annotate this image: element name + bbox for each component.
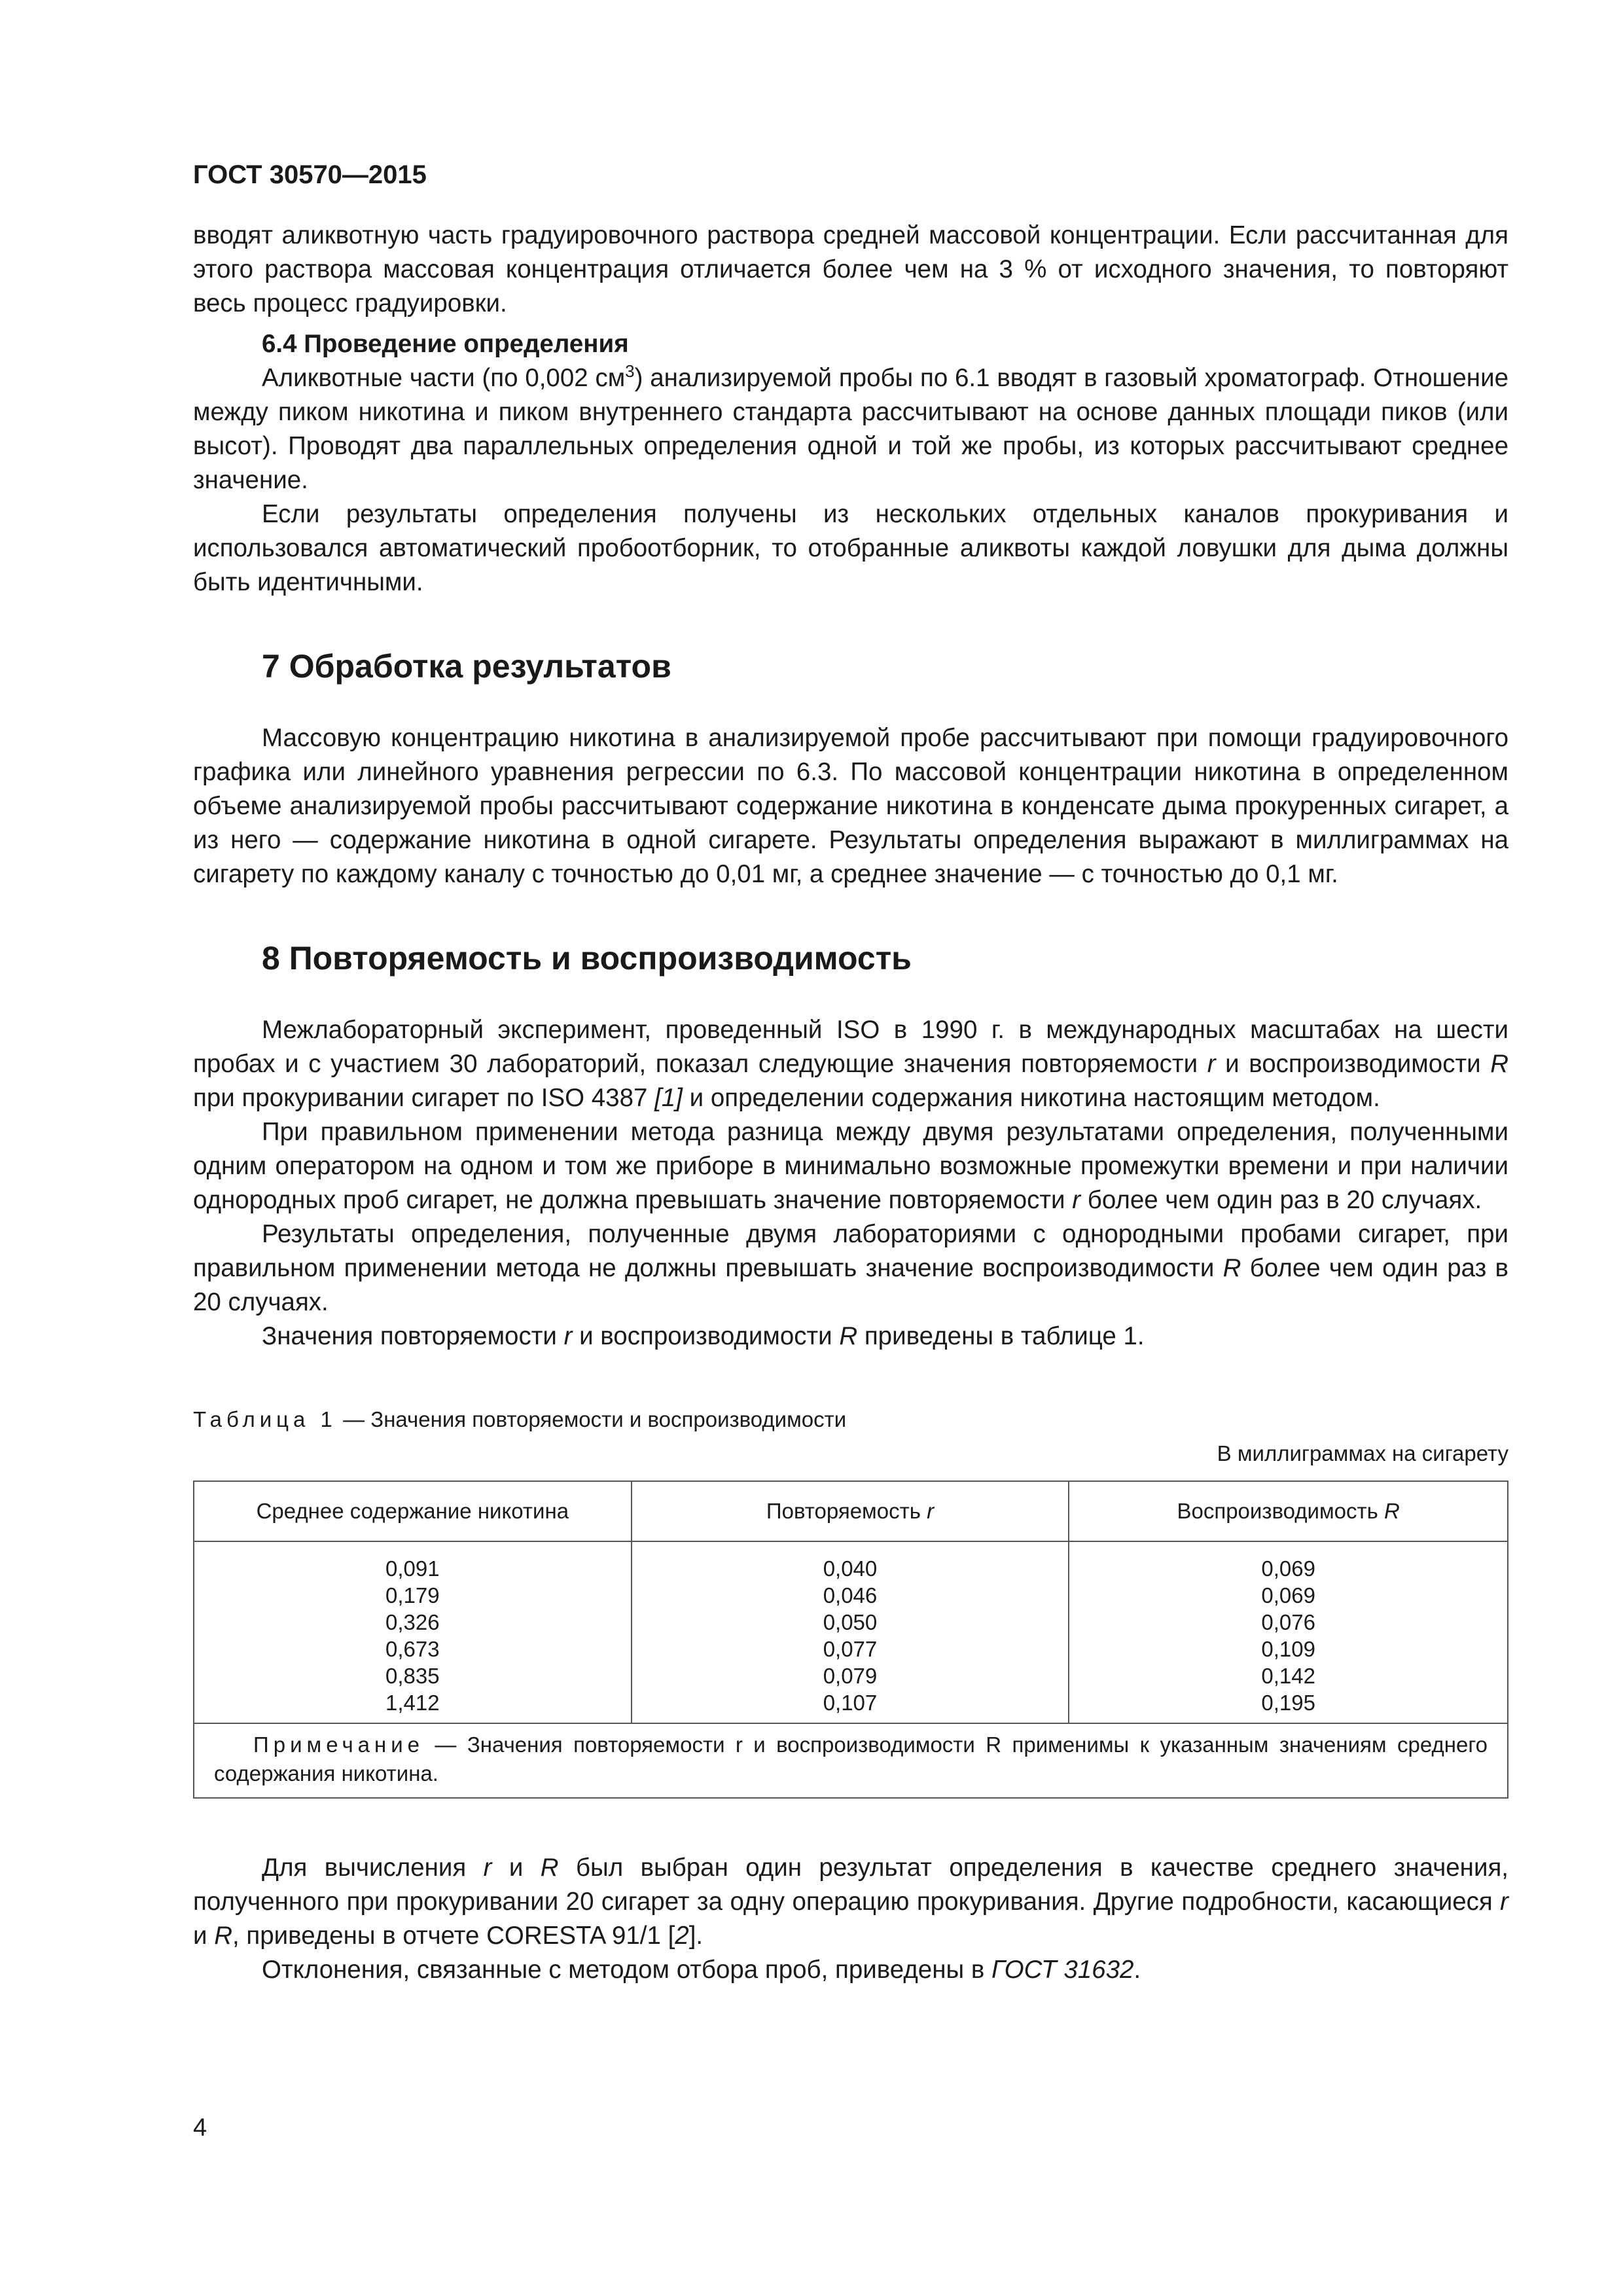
document-header: ГОСТ 30570—2015: [193, 160, 427, 189]
table-cell: 0,079: [823, 1664, 878, 1688]
section-8-paragraph-1: Межлабораторный эксперимент, проведенный ISO в 1990 г. в международных масштабах на шести пробах и с участием 30 лабораторий, показал следующие значения повторяемости r и воспроизводимости R при прокуривании сигарет по ISO 4387 [1] и определении содержания никотина настоящим методом.: [193, 1016, 1508, 1112]
table-cell: 0,069: [1261, 1583, 1315, 1607]
after-table-paragraph-1: Для вычисления r и R был выбран один результат определения в качестве среднего значения, полученного при прокуривании 20 сигарет за одну операцию прокуривания. Другие подробности, касающиеся r и R, приведены в отчете CORESTA 91/1 [2].: [193, 1854, 1508, 1950]
table-caption: Таблица 1 — Значения повторяемости и воспроизводимости: [193, 1407, 847, 1431]
column-header-repeatability: Повторяемость r: [632, 1481, 1069, 1541]
table-cell: 0,046: [823, 1583, 878, 1607]
table-cell: 0,195: [1261, 1691, 1315, 1715]
section-7-paragraph-1: Массовую концентрацию никотина в анализируемой пробе рассчитывают при помощи градуировочного графика или линейного уравнения регрессии по 6.3. По массовой концентрации никотина в определенном объеме анализируемой пробы рассчитывают содержание никотина в конденсате дыма прокуренных сигарет, а из него — содержание никотина в одной сигарете. Результаты определения выражают в миллиграммах на сигарету по каждому каналу с точностью до 0,01 мг, а среднее значение — с точностью до 0,1 мг.: [193, 724, 1508, 888]
table-cell: 0,076: [1261, 1610, 1315, 1634]
table-cell: 0,179: [385, 1583, 440, 1607]
table-note: Примечание — Значения повторяемости r и воспроизводимости R применимы к указанным значениям среднего содержания никотина.: [194, 1723, 1508, 1798]
table-cell: 0,109: [1261, 1637, 1315, 1661]
table-cell: 0,091: [385, 1556, 440, 1581]
table-units: В миллиграммах на сигарету: [1217, 1441, 1508, 1465]
table-cell: 0,069: [1261, 1556, 1315, 1581]
column-reproducibility-values: [1069, 1541, 1508, 1723]
section-8-paragraph-2: При правильном применении метода разница между двумя результатами определения, полученными одним оператором на одном и том же приборе в минимально возможные промежутки времени и при наличии однородных проб сигарет, не должна превышать значение повторяемости r более чем один раз в 20 случаях.: [193, 1118, 1508, 1214]
page-number: 4: [193, 2114, 207, 2142]
table-cell: 0,835: [385, 1664, 440, 1688]
table-cell: 0,107: [823, 1691, 878, 1715]
table-cell: 0,673: [385, 1637, 440, 1661]
section-7-title: 7 Обработка результатов: [262, 648, 671, 685]
section-8-title: 8 Повторяемость и воспроизводимость: [262, 940, 912, 977]
column-header-reproducibility: Воспроизводимость R: [1069, 1481, 1508, 1541]
table-cell: 0,040: [823, 1556, 878, 1581]
column-mean-content-values: [194, 1541, 632, 1723]
table-note-row: [194, 1723, 1508, 1798]
section-6-4-paragraph-1: Аликвотные части (по 0,002 $см^3$) анализируемой пробы по 6.1 вводят в газовый хроматограф. Отношение между пиком никотина и пиком внутреннего стандарта рассчитывают на основе данных площади пиков (или высот). Проводят два параллельных определения одной и той же пробы, из которых рассчитывают среднее значение.: [193, 361, 1508, 494]
section-6-4-title: 6.4 Проведение определения: [262, 330, 629, 358]
column-repeatability-values: [632, 1541, 1069, 1723]
column-header-mean-content: Среднее содержание никотина: [194, 1481, 632, 1541]
intro-paragraph: вводят аликвотную часть градуировочного раствора средней массовой концентрации. Если рассчитанная для этого раствора массовая концентрация отличается более чем на 3 % от исходного значения, то повторяют весь процесс градуировки.: [193, 221, 1508, 317]
table-cell: 1,412: [385, 1691, 440, 1715]
document-page: [193, 160, 1508, 1987]
after-table-paragraph-2: Отклонения, связанные с методом отбора проб, приведены в ГОСТ 31632.: [262, 1956, 1141, 1984]
table-cell: 0,077: [823, 1637, 878, 1661]
section-8-paragraph-4: Значения повторяемости r и воспроизводимости R приведены в таблице 1.: [262, 1322, 1145, 1350]
table-cell: 0,050: [823, 1610, 878, 1634]
repeatability-table: [193, 1480, 1508, 1799]
section-8-paragraph-3: Результаты определения, полученные двумя лабораториями с однородными пробами сигарет, при правильном применении метода не должны превышать значение воспроизводимости R более чем один раз в 20 случаях.: [193, 1220, 1508, 1316]
table-data-row: [194, 1541, 1508, 1723]
section-6-4-paragraph-2: Если результаты определения получены из нескольких отдельных каналов прокуривания и использовался автоматический пробоотборник, то отобранные аликвоты каждой ловушки для дыма должны быть идентичными.: [193, 500, 1508, 596]
table-cell: 0,142: [1261, 1664, 1315, 1688]
table-cell: 0,326: [385, 1610, 440, 1634]
